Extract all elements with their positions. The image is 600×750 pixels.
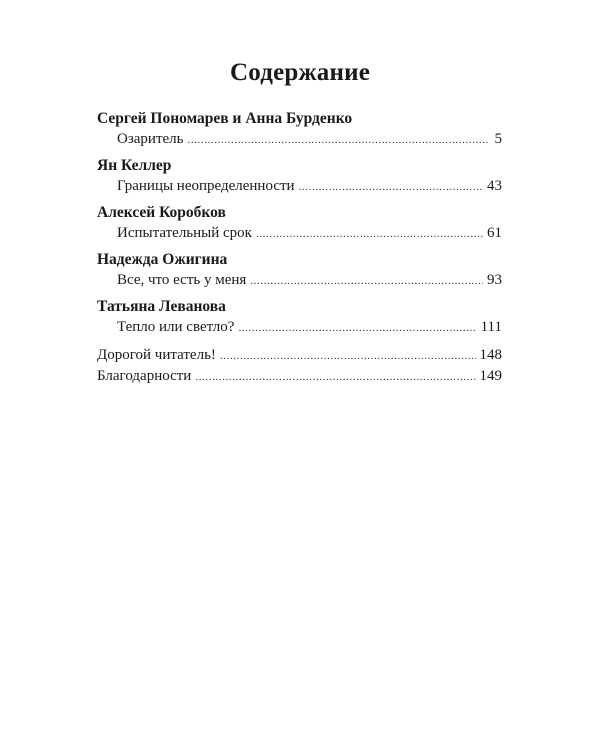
toc-entry-title: Границы неопределенности (117, 178, 295, 194)
dot-leader (299, 177, 483, 197)
toc-group (97, 249, 502, 291)
toc-entry-title: Озаритель (117, 131, 184, 147)
dot-leader (220, 346, 476, 366)
toc-entry-page: 111 (480, 319, 502, 335)
toc-entry-title: Все, что есть у меня (117, 272, 247, 288)
dot-leader (187, 130, 488, 150)
toc-author: Сергей Пономарев и Анна Бурденко (97, 110, 353, 127)
toc-entry[interactable] (97, 317, 502, 338)
toc-entry[interactable] (97, 176, 502, 197)
toc-entry[interactable] (97, 129, 502, 150)
toc-entry[interactable] (97, 345, 502, 366)
toc-entry[interactable] (97, 270, 502, 291)
toc-group (97, 296, 502, 338)
toc-entry-title: Испытательный срок (117, 225, 252, 241)
toc-extras (97, 345, 502, 387)
table-of-contents (97, 108, 502, 387)
toc-entry-page: 148 (479, 347, 502, 363)
dot-leader (195, 367, 475, 387)
toc-group (97, 202, 502, 244)
toc-group (97, 155, 502, 197)
dot-leader (250, 271, 483, 291)
toc-author: Надежда Ожигина (97, 251, 228, 268)
dot-leader (256, 224, 483, 244)
toc-entry-title: Тепло или светло? (117, 319, 235, 335)
toc-entry-page: 149 (479, 368, 502, 384)
toc-author: Ян Келлер (97, 157, 172, 174)
toc-author: Татьяна Леванова (97, 298, 226, 315)
toc-group (97, 108, 502, 150)
toc-entry-page: 5 (494, 131, 502, 147)
page-title: Содержание (229, 59, 370, 86)
toc-entry[interactable] (97, 366, 502, 387)
toc-entry-title: Дорогой читатель! (97, 347, 216, 363)
toc-entry-title: Благодарности (97, 368, 192, 384)
toc-entry-page: 93 (487, 272, 502, 288)
toc-entry[interactable] (97, 223, 502, 244)
toc-author: Алексей Коробков (97, 204, 226, 221)
toc-entry-page: 61 (487, 225, 502, 241)
toc-entry-page: 43 (487, 178, 502, 194)
dot-leader (238, 318, 476, 338)
